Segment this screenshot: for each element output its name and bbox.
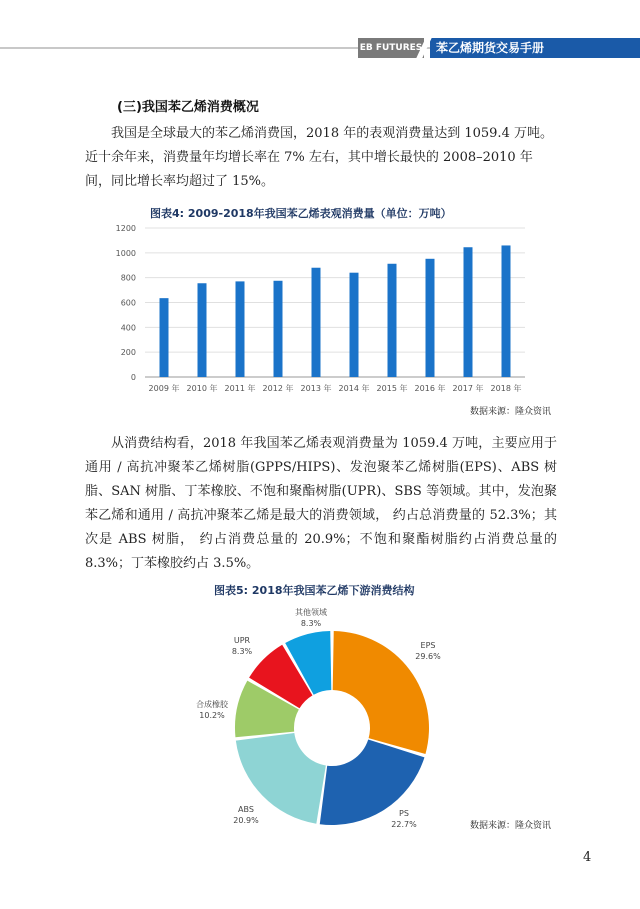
slice-value-label: 29.6%	[415, 652, 441, 661]
section-title: (三)我国苯乙烯消费概况	[117, 100, 259, 115]
x-tick-label: 2018 年	[490, 384, 522, 393]
header-brand-label: EB FUTURES	[359, 43, 423, 53]
figure-5-title: 图表5: 2018年我国苯乙烯下游消费结构	[214, 584, 415, 597]
bar-chart	[0, 0, 640, 420]
bar	[464, 247, 473, 377]
x-tick-label: 2017 年	[452, 384, 484, 393]
y-tick-label: 200	[120, 348, 136, 358]
slice-label: ABS	[238, 805, 254, 814]
figure-4-source: 数据来源：隆众资讯	[470, 407, 552, 417]
bar	[502, 245, 511, 377]
bar	[312, 268, 321, 377]
figure-5-source: 数据来源：隆众资讯	[470, 821, 552, 831]
slice-label: 其他领域	[295, 608, 327, 617]
slice-value-label: 20.9%	[233, 816, 259, 825]
bar	[274, 281, 283, 377]
bar	[388, 264, 397, 377]
x-tick-label: 2014 年	[338, 384, 370, 393]
slice-label: UPR	[233, 636, 251, 645]
bar	[160, 298, 169, 377]
donut-slice	[333, 631, 429, 754]
x-tick-label: 2015 年	[376, 384, 408, 393]
figure-4-title: 图表4: 2009-2018年我国苯乙烯表观消费量（单位：万吨）	[150, 207, 452, 220]
donut-chart	[0, 590, 640, 840]
bar	[350, 273, 359, 377]
paragraph-structure: 从消费结构看，2018 年我国苯乙烯表观消费量为 1059.4 万吨，主要应用于通用 / 高抗冲聚苯乙烯树脂(GPPS/HIPS)、发泡聚苯乙烯树脂(EPS)、ABS 树脂、SAN 树脂、丁苯橡胶、不饱和聚酯树脂(UPR)、SBS 等领域。其中，发泡聚苯乙烯和通用 / 高抗冲聚苯乙烯是最大的消费领域， 约占总消费量的 52.3%；其次是 ABS 树脂， 约占消费总量的 20.9%；不饱和聚酯树脂约占消费总量的 8.3%；丁苯橡胶约占 3.5%。	[85, 436, 557, 571]
slice-value-label: 8.3%	[231, 647, 253, 656]
x-tick-label: 2010 年	[186, 384, 218, 393]
x-tick-label: 2016 年	[414, 384, 446, 393]
slice-value-label: 22.7%	[391, 820, 417, 829]
slice-label: EPS	[420, 641, 436, 650]
slice-label: PS	[399, 809, 409, 818]
x-tick-label: 2009 年	[148, 384, 180, 393]
paragraph-overview: 我国是全球最大的苯乙烯消费国，2018 年的表观消费量达到 1059.4 万吨。近十余年来，消费量年均增长率在 7% 左右，其中增长最快的 2008–2010 年间，同比增长率均超过了 15%。	[85, 126, 553, 189]
y-tick-label: 0	[130, 373, 136, 382]
y-tick-label: 1000	[115, 248, 136, 258]
x-tick-label: 2011 年	[224, 384, 256, 393]
y-tick-label: 400	[120, 323, 136, 333]
slice-value-label: 8.3%	[300, 619, 322, 628]
bar	[198, 283, 207, 377]
page-number: 4	[583, 850, 592, 865]
bar	[426, 259, 435, 377]
y-tick-label: 600	[120, 298, 136, 308]
header-title-label: 苯乙烯期货交易手册	[436, 41, 545, 55]
bar	[236, 281, 245, 377]
x-tick-label: 2013 年	[300, 384, 332, 393]
y-tick-label: 1200	[115, 224, 136, 233]
x-tick-label: 2012 年	[262, 384, 294, 393]
slice-label: 合成橡胶	[196, 700, 228, 709]
slice-value-label: 10.2%	[199, 711, 225, 720]
y-tick-label: 800	[120, 273, 136, 283]
